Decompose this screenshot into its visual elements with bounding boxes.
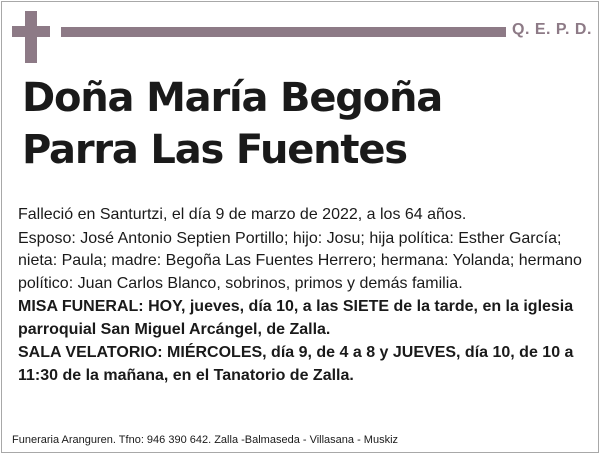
deceased-name-line2: Parra Las Fuentes — [22, 127, 407, 173]
death-paragraph: Falleció en Santurtzi, el día 9 de marzo de 2022, a los 64 años. — [18, 206, 467, 223]
family-paragraph: Esposo: José Antonio Septien Portillo; hijo: Josu; hija política: Esther García; nieta: Paula; madre: Begoña Las Fuentes Herrero; hermana: Yolanda; hermano político: Juan Carlos Blanco, sobrinos, primos y demás familia. — [18, 229, 582, 292]
notice-body — [18, 204, 590, 388]
header-bar — [61, 27, 506, 37]
funeral-paragraph: MISA FUNERAL: HOY, jueves, día 10, a las SIETE de la tarde, en la iglesia parroquial San Miguel Arcángel, de Zalla. — [18, 298, 574, 338]
obituary-notice — [1, 1, 599, 453]
qepd-label: Q. E. P. D. — [512, 21, 592, 38]
cross-icon — [12, 11, 52, 63]
funeral-home-footer: Funeraria Aranguren. Tfno: 946 390 642. Zalla -Balmaseda - Villasana - Muskiz — [12, 434, 399, 446]
wake-paragraph: SALA VELATORIO: MIÉRCOLES, día 9, de 4 a 8 y JUEVES, día 10, de 10 a 11:30 de la mañana, en el Tanatorio de Zalla. — [18, 344, 574, 384]
deceased-name — [22, 72, 442, 176]
deceased-name-line1: Doña María Begoña — [22, 75, 443, 121]
